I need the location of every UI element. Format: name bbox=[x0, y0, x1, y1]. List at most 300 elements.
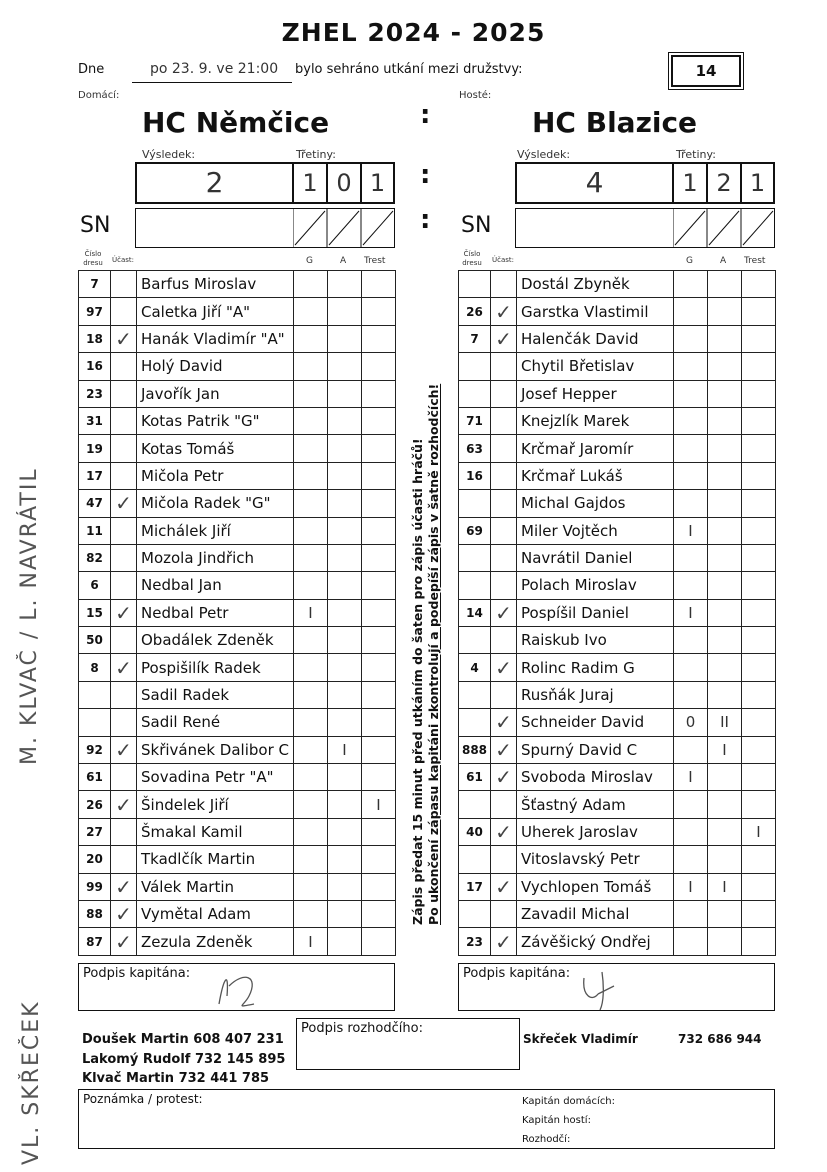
away-player-row bbox=[459, 764, 776, 791]
away-player-row bbox=[459, 599, 776, 626]
player-name: Sovadina Petr "A" bbox=[137, 764, 294, 791]
player-number bbox=[459, 681, 491, 708]
penalty-mark bbox=[362, 873, 396, 900]
player-name: Sadil René bbox=[137, 709, 294, 736]
participation-mark bbox=[491, 353, 517, 380]
goals-mark bbox=[674, 791, 708, 818]
goals-mark bbox=[674, 544, 708, 571]
home-period-2: 0 bbox=[328, 164, 362, 202]
player-name: Josef Hepper bbox=[517, 380, 674, 407]
player-name: Knejzlík Marek bbox=[517, 407, 674, 434]
assists-mark bbox=[708, 407, 742, 434]
assists-mark: I bbox=[708, 736, 742, 763]
goals-mark bbox=[294, 517, 328, 544]
penalty-mark bbox=[362, 353, 396, 380]
penalty-mark bbox=[362, 818, 396, 845]
player-number: 82 bbox=[79, 544, 111, 571]
goals-mark: 0 bbox=[674, 709, 708, 736]
goals-mark bbox=[294, 654, 328, 681]
away-sn-label: SN bbox=[461, 213, 492, 238]
away-player-row bbox=[459, 818, 776, 845]
player-name: Mičola Petr bbox=[137, 462, 294, 489]
goals-mark bbox=[294, 764, 328, 791]
participation-mark bbox=[111, 572, 137, 599]
participation-mark: ✓ bbox=[491, 736, 517, 763]
away-player-row bbox=[459, 380, 776, 407]
home-player-row bbox=[79, 709, 396, 736]
player-name: Tkadlčík Martin bbox=[137, 846, 294, 873]
participation-mark bbox=[491, 435, 517, 462]
assists-mark bbox=[328, 709, 362, 736]
colon-separator: : bbox=[420, 205, 431, 235]
participation-mark: ✓ bbox=[491, 298, 517, 325]
goals-mark bbox=[294, 818, 328, 845]
penalty-mark bbox=[362, 544, 396, 571]
player-number bbox=[459, 572, 491, 599]
instruction-line-2: Po ukončení zápasu kapitáni zkontrolují a podepíší zápis v šatně rozhodčích! bbox=[426, 383, 441, 925]
participation-mark: ✓ bbox=[111, 900, 137, 927]
goals-mark bbox=[294, 271, 328, 298]
away-captain-role: Kapitán hostí: bbox=[522, 1115, 591, 1126]
player-number bbox=[459, 544, 491, 571]
player-number: 23 bbox=[459, 928, 491, 955]
penalty-mark bbox=[362, 380, 396, 407]
participation-mark bbox=[111, 627, 137, 654]
home-final-score: 2 bbox=[137, 164, 294, 202]
goals-mark bbox=[674, 435, 708, 462]
player-number: 17 bbox=[79, 462, 111, 489]
assists-mark bbox=[328, 791, 362, 818]
note-box bbox=[78, 1089, 775, 1149]
home-captain-signature-box bbox=[78, 963, 395, 1011]
penalty-mark bbox=[742, 900, 776, 927]
referee-role: Rozhodčí: bbox=[522, 1134, 571, 1145]
player-number: 888 bbox=[459, 736, 491, 763]
player-name: Mičola Radek "G" bbox=[137, 490, 294, 517]
player-number: 26 bbox=[459, 298, 491, 325]
participation-mark bbox=[491, 846, 517, 873]
participation-mark bbox=[491, 271, 517, 298]
penalty-mark bbox=[742, 380, 776, 407]
player-number: 16 bbox=[79, 353, 111, 380]
player-name: Schneider David bbox=[517, 709, 674, 736]
assists-mark bbox=[708, 435, 742, 462]
away-period-1: 1 bbox=[674, 164, 708, 202]
participation-mark: ✓ bbox=[491, 599, 517, 626]
assists-mark bbox=[708, 353, 742, 380]
player-name: Dostál Zbyněk bbox=[517, 271, 674, 298]
participation-mark bbox=[491, 380, 517, 407]
goals-mark bbox=[294, 709, 328, 736]
player-name: Rolinc Radim G bbox=[517, 654, 674, 681]
penalty-mark bbox=[362, 627, 396, 654]
away-player-row bbox=[459, 298, 776, 325]
away-score-box bbox=[515, 162, 775, 204]
goals-mark bbox=[294, 791, 328, 818]
away-captain-signature-box bbox=[458, 963, 775, 1011]
away-player-row bbox=[459, 462, 776, 489]
away-player-row bbox=[459, 325, 776, 352]
penalty-mark bbox=[362, 928, 396, 955]
player-name: Raiskub Ivo bbox=[517, 627, 674, 654]
home-roster-table bbox=[78, 270, 396, 956]
player-name: Miler Vojtěch bbox=[517, 517, 674, 544]
home-player-row bbox=[79, 435, 396, 462]
home-g-header: G bbox=[306, 256, 313, 266]
away-sn-box bbox=[515, 208, 775, 248]
player-number bbox=[459, 900, 491, 927]
home-player-row bbox=[79, 407, 396, 434]
assists-mark bbox=[328, 572, 362, 599]
goals-mark bbox=[674, 928, 708, 955]
played-text: bylo sehráno utkání mezi družstvy: bbox=[295, 62, 523, 77]
away-player-row bbox=[459, 517, 776, 544]
player-name: Nedbal Jan bbox=[137, 572, 294, 599]
home-a-header: A bbox=[340, 256, 347, 266]
goals-mark bbox=[674, 353, 708, 380]
assists-mark bbox=[328, 435, 362, 462]
home-player-row bbox=[79, 517, 396, 544]
home-player-row bbox=[79, 298, 396, 325]
participation-mark bbox=[111, 764, 137, 791]
goals-mark bbox=[674, 818, 708, 845]
penalty-mark bbox=[742, 298, 776, 325]
assists-mark bbox=[708, 627, 742, 654]
assists-mark bbox=[328, 599, 362, 626]
assists-mark bbox=[708, 654, 742, 681]
player-number: 87 bbox=[79, 928, 111, 955]
player-number: 92 bbox=[79, 736, 111, 763]
goals-mark bbox=[294, 298, 328, 325]
penalty-mark bbox=[362, 599, 396, 626]
player-name: Navrátil Daniel bbox=[517, 544, 674, 571]
player-number: 40 bbox=[459, 818, 491, 845]
referee-signature-label: Podpis rozhodčího: bbox=[301, 1021, 423, 1036]
penalty-mark: I bbox=[742, 818, 776, 845]
assists-mark bbox=[328, 380, 362, 407]
player-name: Rusňák Juraj bbox=[517, 681, 674, 708]
assists-mark bbox=[328, 873, 362, 900]
away-sn-periods bbox=[673, 209, 775, 247]
away-participation-header: Účast: bbox=[492, 256, 515, 264]
away-contact-phone: 732 686 944 bbox=[678, 1032, 762, 1046]
goals-mark bbox=[294, 462, 328, 489]
participation-mark: ✓ bbox=[111, 490, 137, 517]
participation-mark: ✓ bbox=[491, 709, 517, 736]
player-name: Mozola Jindřich bbox=[137, 544, 294, 571]
player-number: 61 bbox=[79, 764, 111, 791]
participation-mark bbox=[491, 572, 517, 599]
assists-mark bbox=[328, 681, 362, 708]
player-name: Caletka Jiří "A" bbox=[137, 298, 294, 325]
player-number: 47 bbox=[79, 490, 111, 517]
player-number: 19 bbox=[79, 435, 111, 462]
penalty-mark bbox=[362, 490, 396, 517]
goals-mark bbox=[674, 407, 708, 434]
penalty-mark bbox=[742, 572, 776, 599]
goals-mark: I bbox=[674, 873, 708, 900]
page-title: ZHEL 2024 - 2025 bbox=[281, 18, 546, 47]
center-instructions bbox=[410, 345, 446, 925]
participation-mark bbox=[111, 681, 137, 708]
penalty-mark bbox=[742, 490, 776, 517]
player-number bbox=[459, 846, 491, 873]
player-number bbox=[459, 353, 491, 380]
home-player-row bbox=[79, 873, 396, 900]
goals-mark bbox=[294, 900, 328, 927]
goals-mark bbox=[674, 325, 708, 352]
away-player-row bbox=[459, 572, 776, 599]
goals-mark bbox=[674, 572, 708, 599]
goals-mark bbox=[294, 544, 328, 571]
player-number: 16 bbox=[459, 462, 491, 489]
goals-mark bbox=[674, 627, 708, 654]
home-sn-box bbox=[135, 208, 395, 248]
goals-mark bbox=[294, 873, 328, 900]
player-number: 7 bbox=[79, 271, 111, 298]
participation-mark: ✓ bbox=[111, 928, 137, 955]
penalty-mark bbox=[362, 900, 396, 927]
away-captain-signature-label: Podpis kapitána: bbox=[463, 966, 571, 981]
away-player-row bbox=[459, 435, 776, 462]
home-period-1: 1 bbox=[294, 164, 328, 202]
assists-mark bbox=[708, 764, 742, 791]
penalty-mark bbox=[742, 846, 776, 873]
home-player-row bbox=[79, 380, 396, 407]
home-periods-label: Třetiny: bbox=[296, 148, 336, 161]
goals-mark bbox=[294, 736, 328, 763]
contact-list bbox=[82, 1030, 285, 1089]
participation-mark bbox=[111, 298, 137, 325]
player-number: 11 bbox=[79, 517, 111, 544]
goals-mark bbox=[294, 846, 328, 873]
participation-mark bbox=[491, 462, 517, 489]
date-value: po 23. 9. ve 21:00 bbox=[150, 61, 279, 77]
away-team-name: HC Blazice bbox=[532, 106, 698, 139]
assists-mark: II bbox=[708, 709, 742, 736]
away-a-header: A bbox=[720, 256, 727, 266]
player-name: Barfus Miroslav bbox=[137, 271, 294, 298]
player-name: Šťastný Adam bbox=[517, 791, 674, 818]
home-penalty-header: Trest bbox=[364, 256, 386, 266]
player-name: Michálek Jiří bbox=[137, 517, 294, 544]
player-number: 4 bbox=[459, 654, 491, 681]
home-player-row bbox=[79, 271, 396, 298]
home-player-row bbox=[79, 736, 396, 763]
player-name: Halenčák David bbox=[517, 325, 674, 352]
penalty-mark bbox=[742, 517, 776, 544]
assists-mark bbox=[328, 490, 362, 517]
penalty-mark bbox=[742, 271, 776, 298]
player-number: 99 bbox=[79, 873, 111, 900]
home-participation-header: Účast: bbox=[112, 256, 135, 264]
home-player-row bbox=[79, 764, 396, 791]
player-number: 50 bbox=[79, 627, 111, 654]
player-number: 61 bbox=[459, 764, 491, 791]
assists-mark bbox=[708, 544, 742, 571]
goals-mark bbox=[294, 380, 328, 407]
goals-mark bbox=[674, 654, 708, 681]
assists-mark bbox=[328, 353, 362, 380]
participation-mark bbox=[111, 407, 137, 434]
player-number: 26 bbox=[79, 791, 111, 818]
away-player-row bbox=[459, 736, 776, 763]
player-name: Kotas Patrik "G" bbox=[137, 407, 294, 434]
home-player-row bbox=[79, 818, 396, 845]
penalty-mark bbox=[742, 873, 776, 900]
player-name: Uherek Jaroslav bbox=[517, 818, 674, 845]
assists-mark bbox=[328, 407, 362, 434]
assists-mark bbox=[328, 846, 362, 873]
home-player-row bbox=[79, 572, 396, 599]
away-g-header: G bbox=[686, 256, 693, 266]
goals-mark: I bbox=[674, 517, 708, 544]
participation-mark bbox=[111, 353, 137, 380]
away-player-row bbox=[459, 490, 776, 517]
participation-mark bbox=[111, 846, 137, 873]
penalty-mark bbox=[742, 654, 776, 681]
assists-mark: I bbox=[708, 873, 742, 900]
goals-mark: I bbox=[294, 928, 328, 955]
assists-mark bbox=[708, 380, 742, 407]
goals-mark bbox=[294, 435, 328, 462]
home-player-row bbox=[79, 846, 396, 873]
home-player-row bbox=[79, 544, 396, 571]
player-number bbox=[459, 627, 491, 654]
assists-mark bbox=[328, 654, 362, 681]
player-number: 20 bbox=[79, 846, 111, 873]
penalty-mark bbox=[742, 462, 776, 489]
goals-mark bbox=[674, 462, 708, 489]
assists-mark bbox=[708, 325, 742, 352]
player-name: Zezula Zdeněk bbox=[137, 928, 294, 955]
participation-mark bbox=[111, 462, 137, 489]
goals-mark bbox=[294, 325, 328, 352]
home-captain-signature-label: Podpis kapitána: bbox=[83, 966, 191, 981]
penalty-mark bbox=[742, 764, 776, 791]
penalty-mark bbox=[742, 736, 776, 763]
goals-mark bbox=[674, 298, 708, 325]
contact-line-3: Klvač Martin 732 441 785 bbox=[82, 1071, 270, 1086]
assists-mark bbox=[708, 462, 742, 489]
penalty-mark bbox=[362, 736, 396, 763]
player-name: Holý David bbox=[137, 353, 294, 380]
away-periods-label: Třetiny: bbox=[676, 148, 716, 161]
away-player-row bbox=[459, 353, 776, 380]
away-player-row bbox=[459, 271, 776, 298]
penalty-mark bbox=[742, 353, 776, 380]
home-player-row bbox=[79, 681, 396, 708]
penalty-mark bbox=[742, 791, 776, 818]
assists-mark bbox=[328, 271, 362, 298]
player-name: Sadil Radek bbox=[137, 681, 294, 708]
penalty-mark bbox=[742, 325, 776, 352]
player-number: 97 bbox=[79, 298, 111, 325]
goals-mark bbox=[674, 380, 708, 407]
player-number: 15 bbox=[79, 599, 111, 626]
assists-mark bbox=[328, 462, 362, 489]
player-number bbox=[459, 791, 491, 818]
goals-mark bbox=[294, 627, 328, 654]
player-number: 69 bbox=[459, 517, 491, 544]
penalty-mark bbox=[362, 325, 396, 352]
assists-mark bbox=[328, 764, 362, 791]
contact-line-2: Lakomý Rudolf 732 145 895 bbox=[82, 1051, 286, 1067]
assists-mark bbox=[708, 846, 742, 873]
penalty-mark bbox=[742, 709, 776, 736]
player-number: 71 bbox=[459, 407, 491, 434]
player-name: Krčmař Lukáš bbox=[517, 462, 674, 489]
player-name: Pospišilík Radek bbox=[137, 654, 294, 681]
away-roster-table bbox=[458, 270, 776, 956]
goals-mark bbox=[294, 572, 328, 599]
player-number: 14 bbox=[459, 599, 491, 626]
participation-mark bbox=[491, 791, 517, 818]
date-underline bbox=[132, 82, 292, 83]
penalty-mark bbox=[742, 544, 776, 571]
participation-mark: ✓ bbox=[111, 599, 137, 626]
participation-mark: ✓ bbox=[491, 873, 517, 900]
home-player-row bbox=[79, 490, 396, 517]
goals-mark bbox=[674, 736, 708, 763]
goals-mark: I bbox=[674, 764, 708, 791]
participation-mark bbox=[111, 380, 137, 407]
player-name: Nedbal Petr bbox=[137, 599, 294, 626]
player-number bbox=[459, 709, 491, 736]
penalty-mark bbox=[362, 846, 396, 873]
player-name: Pospíšil Daniel bbox=[517, 599, 674, 626]
penalty-mark bbox=[362, 654, 396, 681]
player-name: Spurný David C bbox=[517, 736, 674, 763]
assists-mark bbox=[328, 818, 362, 845]
assists-mark bbox=[708, 818, 742, 845]
player-number bbox=[459, 490, 491, 517]
assists-mark: I bbox=[328, 736, 362, 763]
assists-mark bbox=[708, 928, 742, 955]
home-player-row bbox=[79, 654, 396, 681]
away-player-row bbox=[459, 791, 776, 818]
assists-mark bbox=[708, 572, 742, 599]
match-number-box bbox=[671, 55, 741, 87]
player-number bbox=[79, 681, 111, 708]
away-contact-name: Skřeček Vladimír bbox=[523, 1032, 638, 1046]
participation-mark: ✓ bbox=[111, 654, 137, 681]
assists-mark bbox=[708, 681, 742, 708]
away-player-row bbox=[459, 873, 776, 900]
participation-mark bbox=[491, 407, 517, 434]
goals-mark bbox=[294, 353, 328, 380]
away-player-row bbox=[459, 407, 776, 434]
home-player-row bbox=[79, 462, 396, 489]
penalty-mark: I bbox=[362, 791, 396, 818]
participation-mark bbox=[111, 709, 137, 736]
player-name: Šmakal Kamil bbox=[137, 818, 294, 845]
participation-mark: ✓ bbox=[111, 791, 137, 818]
player-number: 23 bbox=[79, 380, 111, 407]
colon-separator: : bbox=[420, 160, 431, 190]
penalty-mark bbox=[362, 572, 396, 599]
participation-mark bbox=[111, 435, 137, 462]
assists-mark bbox=[328, 544, 362, 571]
penalty-mark bbox=[362, 709, 396, 736]
home-player-row bbox=[79, 928, 396, 955]
home-player-row bbox=[79, 791, 396, 818]
home-score-box bbox=[135, 162, 395, 204]
participation-mark: ✓ bbox=[491, 928, 517, 955]
penalty-mark bbox=[742, 627, 776, 654]
participation-mark: ✓ bbox=[491, 325, 517, 352]
away-period-3: 1 bbox=[749, 169, 766, 197]
